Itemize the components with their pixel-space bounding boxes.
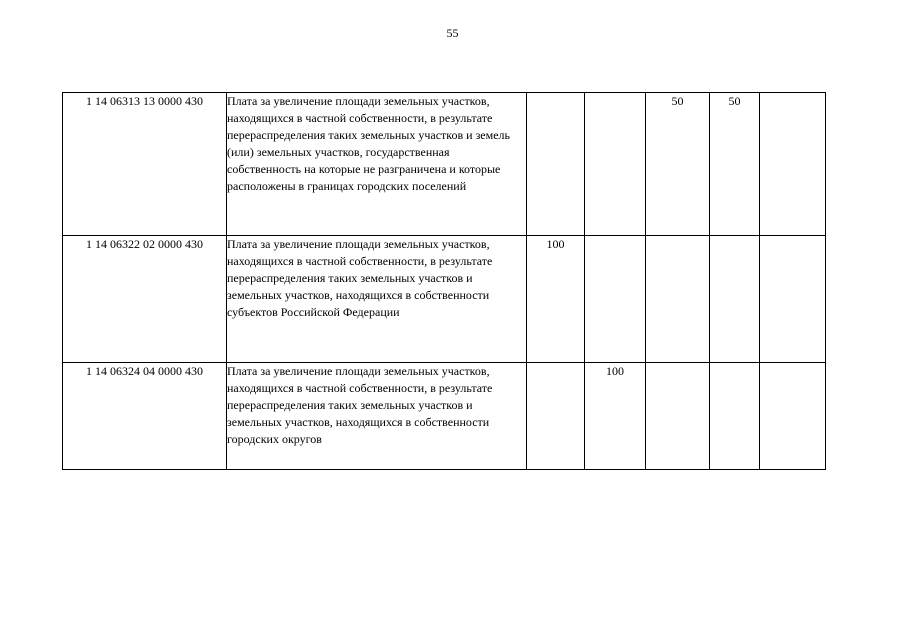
table-row (63, 363, 826, 470)
value-cell (760, 363, 826, 470)
revenue-description-cell (227, 363, 527, 470)
revenue-distribution-table (62, 92, 826, 470)
revenue-description: Плата за увеличение площади земельных участков, находящихся в частной собственности, в результате перераспределения таких земельных участков и земельных участков, находящихся в собственности городских округов (227, 364, 493, 446)
revenue-description: Плата за увеличение площади земельных участков, находящихся в частной собственности, в результате перераспределения таких земельных участков и земельных участков, находящихся в собственности субъектов Российской Федерации (227, 237, 493, 319)
value-cell: 100 (585, 363, 646, 470)
value-cell: 50 (710, 93, 760, 236)
page-number: 55 (446, 26, 459, 40)
value-cell (710, 363, 760, 470)
revenue-code-cell: 1 14 06322 02 0000 430 (63, 236, 227, 363)
value-cell (760, 236, 826, 363)
revenue-code-cell: 1 14 06313 13 0000 430 (63, 93, 227, 236)
value-cell (646, 236, 710, 363)
value-cell (527, 363, 585, 470)
value-cell: 50 (646, 93, 710, 236)
value-cell: 100 (527, 236, 585, 363)
value-cell (646, 363, 710, 470)
value-cell (585, 236, 646, 363)
revenue-description-cell (227, 93, 527, 236)
revenue-code-cell: 1 14 06324 04 0000 430 (63, 363, 227, 470)
table-row (63, 93, 826, 236)
table-row (63, 236, 826, 363)
value-cell (585, 93, 646, 236)
revenue-description-cell (227, 236, 527, 363)
value-cell (527, 93, 585, 236)
value-cell (760, 93, 826, 236)
value-cell (710, 236, 760, 363)
revenue-description: Плата за увеличение площади земельных участков, находящихся в частной собственности, в результате перераспределения таких земельных участков и земель (или) земельных участков, государственная собственность на которые не разграничена и которые расположены в границах городских поселений (227, 94, 511, 193)
